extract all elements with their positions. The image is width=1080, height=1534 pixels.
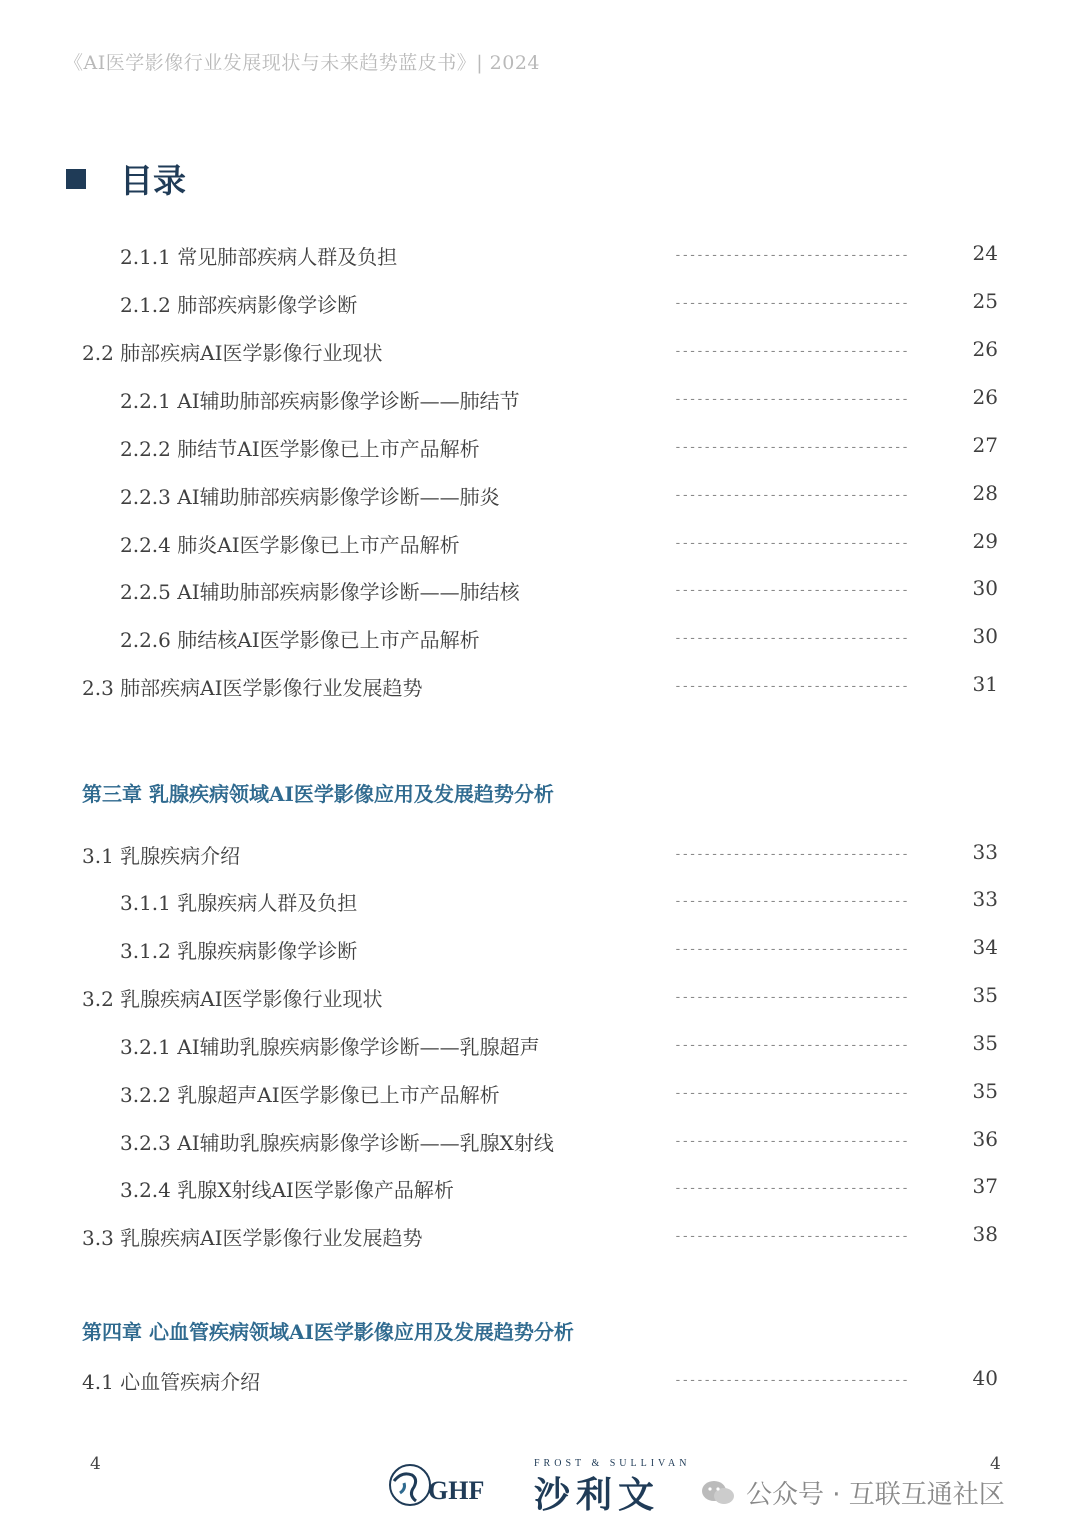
frost-sullivan-logo <box>534 1458 690 1518</box>
toc-entry[interactable] <box>0 672 1080 702</box>
page-number-right: 4 <box>990 1454 1001 1474</box>
toc-entry[interactable] <box>0 385 1080 415</box>
page-number-left: 4 <box>90 1454 101 1474</box>
toc-entry-page: 36 <box>972 1127 998 1151</box>
toc-entry-page: 28 <box>972 481 998 505</box>
ghf-logo-text: GHF <box>428 1476 485 1505</box>
toc-entry-page: 26 <box>972 337 998 361</box>
toc-leader: -------------------------------- <box>674 1086 909 1101</box>
toc-entry-page: 26 <box>972 385 998 409</box>
toc-entry-label: 2.2.4 肺炎AI医学影像已上市产品解析 <box>120 533 460 557</box>
toc-entry-page: 27 <box>972 433 998 457</box>
toc-entry-page: 31 <box>972 672 998 696</box>
toc-entry-page: 37 <box>972 1174 998 1198</box>
toc-entry-label: 4.1 心血管疾病介绍 <box>82 1370 261 1394</box>
toc-entry[interactable] <box>0 289 1080 319</box>
toc-entry-label: 2.2.2 肺结节AI医学影像已上市产品解析 <box>120 437 480 461</box>
toc-entry[interactable] <box>0 887 1080 917</box>
toc-entry[interactable] <box>0 433 1080 463</box>
toc-leader: -------------------------------- <box>674 344 909 359</box>
toc-heading <box>66 155 186 202</box>
toc-leader: -------------------------------- <box>674 679 909 694</box>
toc-entry-label: 3.1.1 乳腺疾病人群及负担 <box>120 891 358 915</box>
wechat-icon <box>700 1479 736 1507</box>
chapter-heading[interactable]: 第四章 心血管疾病领域AI医学影像应用及发展趋势分析 <box>82 1320 574 1344</box>
toc-leader: -------------------------------- <box>674 631 909 646</box>
toc-entry-label: 3.2.4 乳腺X射线AI医学影像产品解析 <box>120 1178 454 1202</box>
toc-entry-page: 30 <box>972 624 998 648</box>
toc-entry-page: 35 <box>972 1079 998 1103</box>
toc-entry-page: 40 <box>972 1366 998 1390</box>
toc-entry[interactable] <box>0 624 1080 654</box>
toc-leader: -------------------------------- <box>674 990 909 1005</box>
toc-entry[interactable] <box>0 1031 1080 1061</box>
toc-entry[interactable] <box>0 337 1080 367</box>
toc-entry[interactable] <box>0 1222 1080 1252</box>
toc-entry-label: 3.2.2 乳腺超声AI医学影像已上市产品解析 <box>120 1083 500 1107</box>
toc-entry[interactable] <box>0 576 1080 606</box>
toc-leader: -------------------------------- <box>674 248 909 263</box>
toc-title: 目录 <box>120 161 186 200</box>
toc-entry[interactable] <box>0 840 1080 870</box>
toc-entry-label: 3.2 乳腺疾病AI医学影像行业现状 <box>82 987 383 1011</box>
toc-leader: -------------------------------- <box>674 392 909 407</box>
toc-entry-label: 2.1.2 肺部疾病影像学诊断 <box>120 293 358 317</box>
ghf-logo <box>388 1455 508 1515</box>
toc-entry-label: 3.3 乳腺疾病AI医学影像行业发展趋势 <box>82 1226 423 1250</box>
toc-entry-label: 2.2.3 AI辅助肺部疾病影像学诊断——肺炎 <box>120 485 500 509</box>
toc-entry-page: 35 <box>972 983 998 1007</box>
toc-entry[interactable] <box>0 1174 1080 1204</box>
globe-icon <box>388 1455 508 1515</box>
toc-entry-page: 30 <box>972 576 998 600</box>
toc-leader: -------------------------------- <box>674 488 909 503</box>
toc-entry[interactable] <box>0 1079 1080 1109</box>
toc-entry-label: 3.1.2 乳腺疾病影像学诊断 <box>120 939 358 963</box>
toc-leader: -------------------------------- <box>674 1373 909 1388</box>
toc-entry-page: 33 <box>972 887 998 911</box>
toc-leader: -------------------------------- <box>674 440 909 455</box>
toc-entry-page: 25 <box>972 289 998 313</box>
toc-leader: -------------------------------- <box>674 1038 909 1053</box>
toc-leader: -------------------------------- <box>674 847 909 862</box>
toc-entry[interactable] <box>0 529 1080 559</box>
toc-entry[interactable] <box>0 935 1080 965</box>
toc-entry-label: 2.2.5 AI辅助肺部疾病影像学诊断——肺结核 <box>120 580 520 604</box>
toc-entry-label: 2.1.1 常见肺部疾病人群及负担 <box>120 245 398 269</box>
chapter-heading[interactable]: 第三章 乳腺疾病领域AI医学影像应用及发展趋势分析 <box>82 782 554 806</box>
toc-leader: -------------------------------- <box>674 942 909 957</box>
frost-sullivan-cn: 沙利文 <box>534 1475 661 1516</box>
toc-entry-label: 2.2.6 肺结核AI医学影像已上市产品解析 <box>120 628 480 652</box>
watermark-text: 公众号 · 互联互通社区 <box>746 1480 1005 1510</box>
toc-leader: -------------------------------- <box>674 296 909 311</box>
toc-entry-page: 33 <box>972 840 998 864</box>
toc-leader: -------------------------------- <box>674 536 909 551</box>
toc-leader: -------------------------------- <box>674 583 909 598</box>
document-header: 《AI医学影像行业发展现状与未来趋势蓝皮书》| 2024 <box>64 52 541 74</box>
toc-entry[interactable] <box>0 241 1080 271</box>
toc-entry-label: 3.2.1 AI辅助乳腺疾病影像学诊断——乳腺超声 <box>120 1035 540 1059</box>
toc-entry-label: 2.2 肺部疾病AI医学影像行业现状 <box>82 341 383 365</box>
frost-sullivan-en: FROST & SULLIVAN <box>534 1458 691 1469</box>
toc-leader: -------------------------------- <box>674 1134 909 1149</box>
toc-entry-page: 29 <box>972 529 998 553</box>
toc-entry-page: 38 <box>972 1222 998 1246</box>
toc-entry-label: 3.1 乳腺疾病介绍 <box>82 844 241 868</box>
toc-entry[interactable] <box>0 1127 1080 1157</box>
toc-entry-label: 3.2.3 AI辅助乳腺疾病影像学诊断——乳腺X射线 <box>120 1131 554 1155</box>
toc-entry-page: 35 <box>972 1031 998 1055</box>
wechat-watermark <box>700 1474 1005 1511</box>
toc-leader: -------------------------------- <box>674 1181 909 1196</box>
toc-entry-label: 2.3 肺部疾病AI医学影像行业发展趋势 <box>82 676 423 700</box>
toc-entry-page: 34 <box>972 935 998 959</box>
toc-entry-page: 24 <box>972 241 998 265</box>
toc-entry-label: 2.2.1 AI辅助肺部疾病影像学诊断——肺结节 <box>120 389 520 413</box>
toc-leader: -------------------------------- <box>674 894 909 909</box>
heading-square-icon <box>66 169 86 189</box>
toc-entry[interactable] <box>0 1366 1080 1396</box>
toc-entry[interactable] <box>0 983 1080 1013</box>
toc-entry[interactable] <box>0 481 1080 511</box>
toc-leader: -------------------------------- <box>674 1229 909 1244</box>
